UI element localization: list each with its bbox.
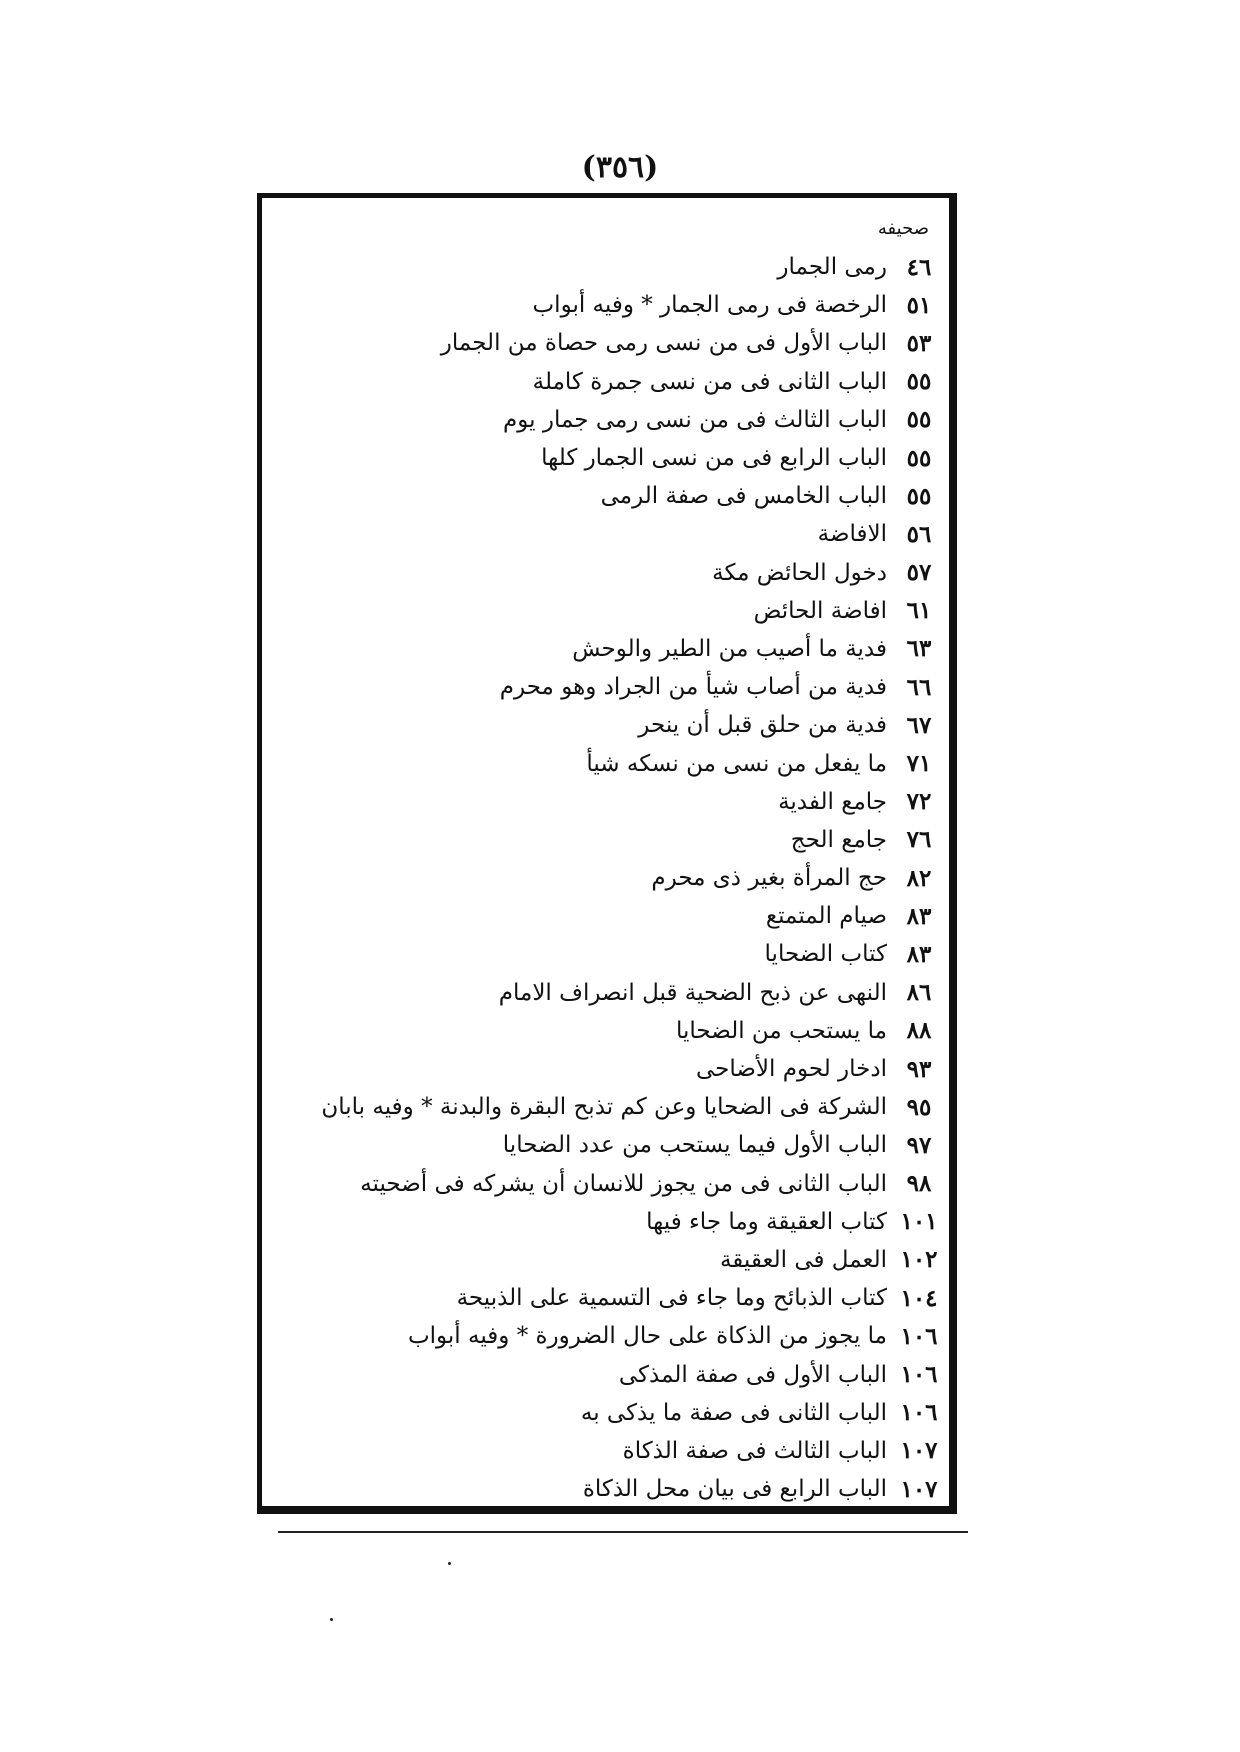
index-row <box>262 439 949 477</box>
index-row <box>262 1355 949 1393</box>
index-row <box>262 401 949 439</box>
entry-title: النهى عن ذبح الضحية قبل انصراف الامام <box>498 979 887 1006</box>
entry-title: الباب الأول فى من نسى رمى حصاة من الجمار <box>440 330 887 357</box>
index-row <box>262 974 949 1012</box>
page-ref: ١٠٢ <box>900 1246 938 1274</box>
entry-title: ادخار لحوم الأضاحى <box>696 1056 887 1083</box>
entry-title: الباب الثالث فى من نسى رمى جمار يوم <box>503 406 887 433</box>
index-list <box>262 248 949 1508</box>
index-frame <box>257 193 957 1514</box>
index-row <box>262 821 949 859</box>
index-row <box>262 897 949 935</box>
index-row <box>262 859 949 897</box>
index-row <box>262 1012 949 1050</box>
index-row <box>262 935 949 973</box>
page-ref: ٧٢ <box>906 788 932 816</box>
entry-title: رمى الجمار <box>777 254 887 281</box>
column-header-page: صحيفه <box>877 218 929 239</box>
page-ref: ٥٥ <box>906 444 932 472</box>
entry-title: ما يفعل من نسى من نسكه شيأ <box>586 750 887 777</box>
entry-title: حج المرأة بغير ذى محرم <box>651 865 887 892</box>
entry-title: العمل فى العقيقة <box>719 1246 887 1273</box>
page-ref: ١٠١ <box>900 1208 938 1236</box>
page-ref: ٨٨ <box>906 1017 932 1045</box>
scan-speck <box>330 1618 333 1621</box>
index-row <box>262 783 949 821</box>
page-ref: ١٠٧ <box>900 1475 938 1503</box>
entry-title: الرخصة فى رمى الجمار * وفيه أبواب <box>532 292 887 319</box>
entry-title: فدية ما أصيب من الطير والوحش <box>572 635 887 662</box>
entry-title: كتاب الذبائح وما جاء فى التسمية على الذبيحة <box>456 1285 887 1312</box>
index-row <box>262 1165 949 1203</box>
bottom-rule <box>278 1531 968 1533</box>
page-ref: ٩٣ <box>906 1055 932 1083</box>
index-row <box>262 630 949 668</box>
index-row <box>262 1241 949 1279</box>
entry-title: جامع الفدية <box>778 788 887 815</box>
entry-title: صيام المتمتع <box>765 903 887 930</box>
page-ref: ٧٦ <box>906 826 932 854</box>
entry-title: ما يجوز من الذكاة على حال الضرورة * وفيه أبواب <box>407 1323 887 1350</box>
entry-title: الباب الثانى فى من يجوز للانسان أن يشركه فى أضحيته <box>360 1170 887 1197</box>
entry-title: دخول الحائض مكة <box>712 559 887 586</box>
entry-title: الباب الخامس فى صفة الرمى <box>600 483 887 510</box>
page-ref: ٦١ <box>906 597 932 625</box>
index-row <box>262 324 949 362</box>
entry-title: الباب الأول فيما يستحب من عدد الضحايا <box>502 1132 887 1159</box>
index-row <box>262 1203 949 1241</box>
index-row <box>262 477 949 515</box>
index-row <box>262 286 949 324</box>
index-row <box>262 1394 949 1432</box>
entry-title: جامع الحج <box>790 826 887 853</box>
page-ref: ١٠٦ <box>900 1399 938 1427</box>
entry-title: كتاب الضحايا <box>764 941 887 968</box>
entry-title: الباب الثانى فى من نسى جمرة كاملة <box>532 368 887 395</box>
page-ref: ١٠٦ <box>900 1361 938 1389</box>
index-row <box>262 1279 949 1317</box>
page-ref: ٥٣ <box>906 329 932 357</box>
index-row <box>262 363 949 401</box>
index-row <box>262 668 949 706</box>
page-ref: ١٠٧ <box>900 1437 938 1465</box>
entry-title: فدية من حلق قبل أن ينحر <box>638 712 887 739</box>
page-ref: ٩٧ <box>906 1131 932 1159</box>
page-ref: ٥٧ <box>906 559 932 587</box>
page-ref: ٥١ <box>906 291 932 319</box>
page-number: (٣٥٦) <box>581 150 659 185</box>
page-ref: ٨٢ <box>906 864 932 892</box>
entry-title: الباب الرابع فى بيان محل الذكاة <box>582 1476 887 1503</box>
page-ref: ١٠٦ <box>900 1322 938 1350</box>
page-ref: ٤٦ <box>906 253 932 281</box>
scan-speck <box>448 1562 451 1565</box>
index-row <box>262 515 949 553</box>
index-row <box>262 248 949 286</box>
entry-title: افاضة الحائض <box>753 597 887 624</box>
entry-title: الباب الأول فى صفة المذكى <box>618 1361 887 1388</box>
index-row <box>262 1088 949 1126</box>
page-ref: ٨٣ <box>906 902 932 930</box>
entry-title: الباب الثالث فى صفة الذكاة <box>622 1437 887 1464</box>
entry-title: الباب الرابع فى من نسى الجمار كلها <box>541 445 887 472</box>
index-row <box>262 554 949 592</box>
index-row <box>262 706 949 744</box>
page-ref: ٨٦ <box>906 979 932 1007</box>
page-ref: ٧١ <box>906 750 932 778</box>
page-ref: ٦٧ <box>906 711 932 739</box>
page-ref: ٨٣ <box>906 940 932 968</box>
entry-title: الشركة فى الضحايا وعن كم تذبح البقرة والبدنة * وفيه بابان <box>321 1094 887 1121</box>
entry-title: الباب الثانى فى صفة ما يذكى به <box>580 1399 887 1426</box>
index-row <box>262 1317 949 1355</box>
page-ref: ١٠٤ <box>900 1284 938 1312</box>
page-ref: ٦٣ <box>906 635 932 663</box>
page-ref: ٩٨ <box>906 1170 932 1198</box>
entry-title: الافاضة <box>817 521 887 548</box>
index-row <box>262 1432 949 1470</box>
page-ref: ٥٦ <box>906 520 932 548</box>
index-row <box>262 592 949 630</box>
entry-title: كتاب العقيقة وما جاء فيها <box>646 1208 887 1235</box>
page-ref: ٩٥ <box>906 1093 932 1121</box>
page-ref: ٥٥ <box>906 406 932 434</box>
index-row <box>262 1050 949 1088</box>
page-ref: ٥٥ <box>906 482 932 510</box>
page-ref: ٥٥ <box>906 368 932 396</box>
index-row <box>262 744 949 782</box>
index-row <box>262 1470 949 1508</box>
index-row <box>262 1126 949 1164</box>
entry-title: فدية من أصاب شيأ من الجراد وهو محرم <box>499 674 887 701</box>
page-ref: ٦٦ <box>906 673 932 701</box>
entry-title: ما يستحب من الضحايا <box>676 1017 887 1044</box>
